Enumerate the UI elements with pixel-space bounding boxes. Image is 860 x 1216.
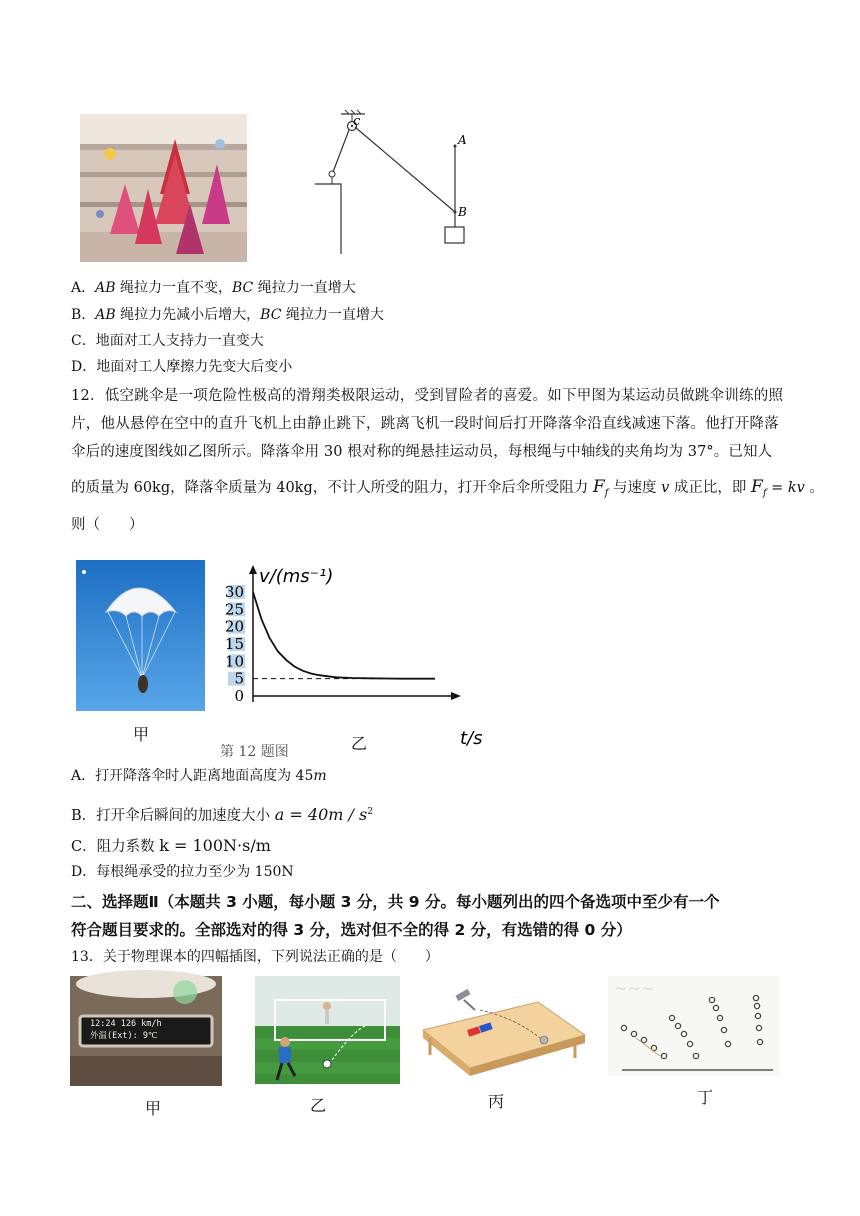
y-tick-labels: [225, 583, 245, 705]
y-tick-label: 25: [224, 600, 244, 619]
q12-option-b: B．打开伞后瞬间的加速度大小 $a = 40m / s^2$: [71, 804, 373, 824]
q12-option-a: A．打开降落伞时人距离地面高度为 45m: [71, 768, 327, 784]
q13-caption-yi: 乙: [310, 1096, 327, 1115]
train-display-speed: 12:24 126 km/h: [90, 1019, 162, 1029]
q12-stem-line5: 则（ ）: [71, 517, 144, 533]
label-b: B: [458, 205, 467, 219]
q11-option-d: D．地面对工人摩擦力先变大后变小: [71, 359, 293, 375]
y-tick-label: 15: [224, 635, 244, 653]
section-2-heading-line2: 符合题目要求的。全部选对的得 3 分，选对但不全的得 2 分，有选错的得 0 分）: [71, 921, 632, 939]
magnet-ball-table-illustration: [420, 980, 586, 1085]
q13-caption-bing: 丙: [488, 1092, 505, 1111]
velocity-time-chart: [225, 560, 490, 750]
section-2-heading-line1: 二、选择题Ⅱ（本题共 3 小题，每小题 3 分，共 9 分。每小题列出的四个备选项中至少有一个: [71, 893, 720, 911]
q11-option-c: C．地面对工人支持力一直变大: [71, 333, 264, 349]
q13-caption-ding: 丁: [697, 1088, 714, 1107]
q12-stem-line1: 12．低空跳伞是一项危险性极高的滑翔类极限运动，受到冒险者的喜爱。如下甲图为某运动员做跳伞训练的照: [71, 388, 784, 404]
y-axis-label: v/(ms⁻¹): [259, 566, 334, 587]
train-speed-display-photo: [70, 976, 222, 1086]
svg-text:~~~: ~~~: [614, 979, 655, 998]
caption-yi: 乙: [351, 734, 368, 753]
clipped-figure-caption: 第 12 题图: [220, 744, 289, 760]
velocity-curve: [253, 592, 435, 679]
q13-stem: 13．关于物理课本的四幅插图，下列说法正确的是（ ）: [71, 949, 439, 965]
q11-option-b: B．AB 绳拉力先减小后增大，BC 绳拉力一直增大: [71, 307, 384, 323]
soccer-kick-photo: [255, 976, 400, 1084]
y-tick-label: 0: [234, 687, 244, 705]
y-axis-arrow: [249, 565, 257, 574]
q13-caption-jia: 甲: [145, 1099, 162, 1118]
y-tick-label: 30: [224, 583, 244, 601]
y-tick-label: 20: [224, 617, 244, 636]
y-tick-label: 5: [234, 669, 244, 688]
label-c: c: [353, 114, 361, 129]
q12-option-c: C．阻力系数 k = 100N·s/m: [71, 836, 271, 855]
x-axis-arrow: [451, 692, 461, 700]
q12-option-d: D．每根绳承受的拉力至少为 150N: [71, 864, 294, 880]
mall-christmas-photo: [80, 114, 247, 262]
pulley-rope-diagram: [305, 106, 475, 256]
q12-stem-line4: 的质量为 60kg，降落伞质量为 40kg，不计人所受的阻力，打开伞后伞所受阻力 $F_f$ 与速度 v 成正比，即 $F_f$ = kv 。: [71, 477, 824, 499]
label-a: A: [458, 133, 467, 147]
y-tick-label: 10: [224, 652, 244, 671]
x-axis-label: t/s: [460, 728, 483, 749]
q12-stem-line3: 伞后的速度图线如乙图所示。降落伞用 30 根对称的绳悬挂运动员，每根绳与中轴线的夹角均为 37°。已知人: [71, 444, 773, 460]
train-display-temperature: 外温(Ext): 9℃: [90, 1031, 158, 1041]
q12-stem-line2: 片，他从悬停在空中的直升飞机上由静止跳下，跳离飞机一段时间后打开降落伞沿直线减速下落。他打开降落: [71, 416, 779, 432]
falling-balls-strobe-photo: [608, 976, 780, 1076]
q11-option-a: A．AB 绳拉力一直不变，BC 绳拉力一直增大: [71, 280, 356, 296]
parachute-photo: [76, 560, 205, 711]
caption-jia: 甲: [133, 725, 150, 744]
